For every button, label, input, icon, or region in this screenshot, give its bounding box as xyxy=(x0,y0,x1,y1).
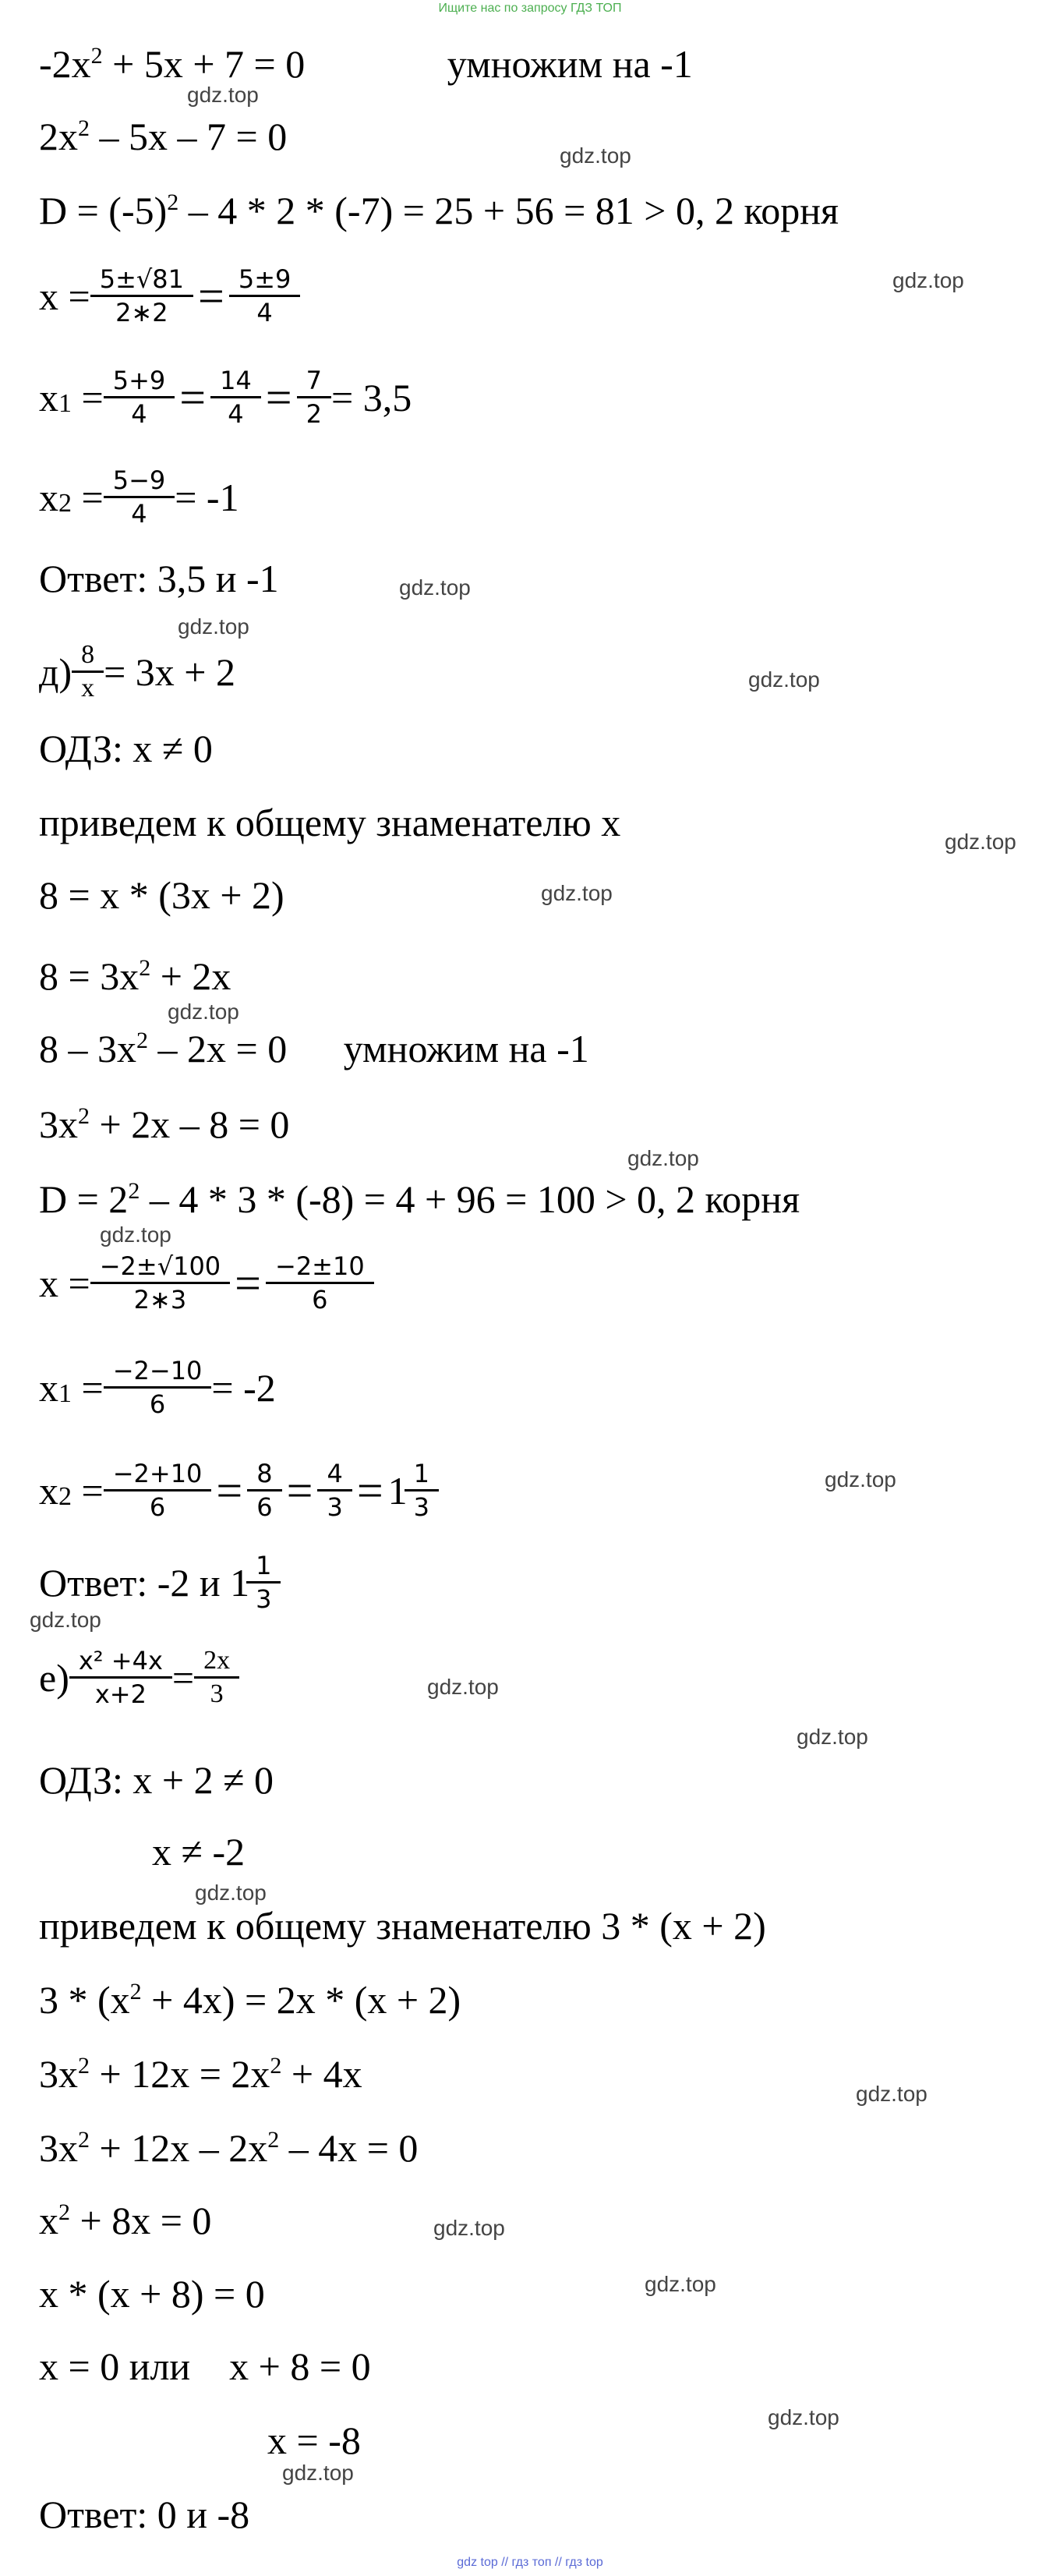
eq-line: $3x^2 + 12x = 2x^2 + 4x$ xyxy=(39,2052,362,2096)
root-x2: x 2 = $\frac{-2+10}{6}$ = $\frac{8}{6}$ = $\frac{4}{3}$ = 1 $\frac{1}{3}$ xyxy=(39,1458,434,1523)
answer-3: Ответ: 0 и -8 xyxy=(39,2493,250,2536)
watermark: gdz.top xyxy=(856,2082,928,2106)
watermark: gdz.top xyxy=(541,881,613,905)
watermark: gdz.top xyxy=(187,83,259,107)
eq-line: $-2x^2 + 5x + 7 = 0$ умножим на -1 xyxy=(39,42,693,86)
watermark: gdz.top xyxy=(768,2405,839,2429)
watermark: gdz.top xyxy=(627,1146,699,1170)
watermark: gdz.top xyxy=(282,2461,354,2485)
roots-formula: x = $\frac{5\pm√81}{2∗2}$ = $\frac{5\pm 9}{4}$ xyxy=(39,264,300,328)
root-x1: x 1 = $\frac{5+9}{4}$ = $\frac{14}{4}$ = $\frac{7}{2}$ = 3,5 xyxy=(39,366,412,429)
watermark: gdz.top xyxy=(399,575,471,600)
watermark: gdz.top xyxy=(797,1725,868,1749)
roots-formula: x = $\frac{-2\pm√100}{2∗3}$ = $\frac{-2\pm 10}{6}$ xyxy=(39,1251,374,1315)
eq-line: x * (x + 8) = 0 xyxy=(39,2272,265,2316)
footer-links[interactable]: gdz top // гдз топ // гдз top xyxy=(457,2556,603,2569)
watermark: gdz.top xyxy=(748,667,820,692)
watermark: gdz.top xyxy=(825,1467,896,1491)
watermark: gdz.top xyxy=(168,1000,239,1024)
watermark: gdz.top xyxy=(433,2216,505,2240)
watermark: gdz.top xyxy=(30,1608,101,1632)
watermark: gdz.top xyxy=(645,2272,716,2296)
eq-line: $8 - 3x^2 - 2x = 0$ умножим на -1 xyxy=(39,1027,589,1070)
eq-line: $2x^2 - 5x - 7 = 0$ xyxy=(39,115,288,158)
search-hint-banner[interactable]: Ищите нас по запросу ГДЗ ТОП xyxy=(438,2,622,15)
watermark: gdz.top xyxy=(195,1881,267,1905)
root-x2: x 2 = $\frac{5-9}{4}$ = -1 xyxy=(39,465,239,529)
root-x1: x 1 = $\frac{-2-10}{6}$ = -2 xyxy=(39,1356,276,1419)
discriminant-line: $D = (-5)^2 - 4 * 2 * (-7) = 25 + 56 = 81 > 0$, 2 корня xyxy=(39,189,839,232)
eq-line: $x^2 + 8x = 0$ xyxy=(39,2199,212,2242)
part-d-equation: д) $\frac{8}{x}$ = 3x + 2 xyxy=(39,640,235,702)
watermark: gdz.top xyxy=(892,268,964,292)
eq-line: $3x^2 + 2x - 8 = 0$ xyxy=(39,1102,290,1146)
common-denominator-note: приведем к общему знаменателю x xyxy=(39,801,621,844)
watermark: gdz.top xyxy=(100,1223,171,1247)
odz-line: ОДЗ: x + 2 ≠ 0 xyxy=(39,1758,274,1802)
watermark: gdz.top xyxy=(945,830,1016,854)
answer-1: Ответ: 3,5 и -1 xyxy=(39,557,279,600)
watermark: gdz.top xyxy=(427,1675,499,1699)
odz-line: ОДЗ: x ≠ 0 xyxy=(39,727,213,770)
eq-line: $8 = 3x^2 + 2x$ xyxy=(39,954,231,998)
watermark: gdz.top xyxy=(560,143,631,168)
answer-2: Ответ: -2 и 1 $\frac{1}{3}$ xyxy=(39,1550,276,1615)
eq-line: x = 0 или x + 8 = 0 xyxy=(39,2344,371,2388)
eq-line: $3 * (x^2 + 4x) = 2x * (x + 2)$ xyxy=(39,1978,461,2022)
discriminant-line: $D = 2^2 - 4 * 3 * (-8) = 4 + 96 = 100 > 0$, 2 корня xyxy=(39,1177,800,1221)
common-denominator-note: приведем к общему знаменателю 3 * (x + 2) xyxy=(39,1904,766,1948)
odz-line: x ≠ -2 xyxy=(152,1830,246,1874)
eq-line: x = -8 xyxy=(267,2419,361,2462)
part-e-equation: е) $\frac{\text{x² +4x}}{x+2}$ = $\frac{2x}{3}$ xyxy=(39,1645,239,1710)
watermark: gdz.top xyxy=(178,614,249,639)
eq-line: 8 = x * (3x + 2) xyxy=(39,873,284,917)
eq-line: $3x^2 + 12x - 2x^2 - 4x = 0$ xyxy=(39,2126,419,2170)
